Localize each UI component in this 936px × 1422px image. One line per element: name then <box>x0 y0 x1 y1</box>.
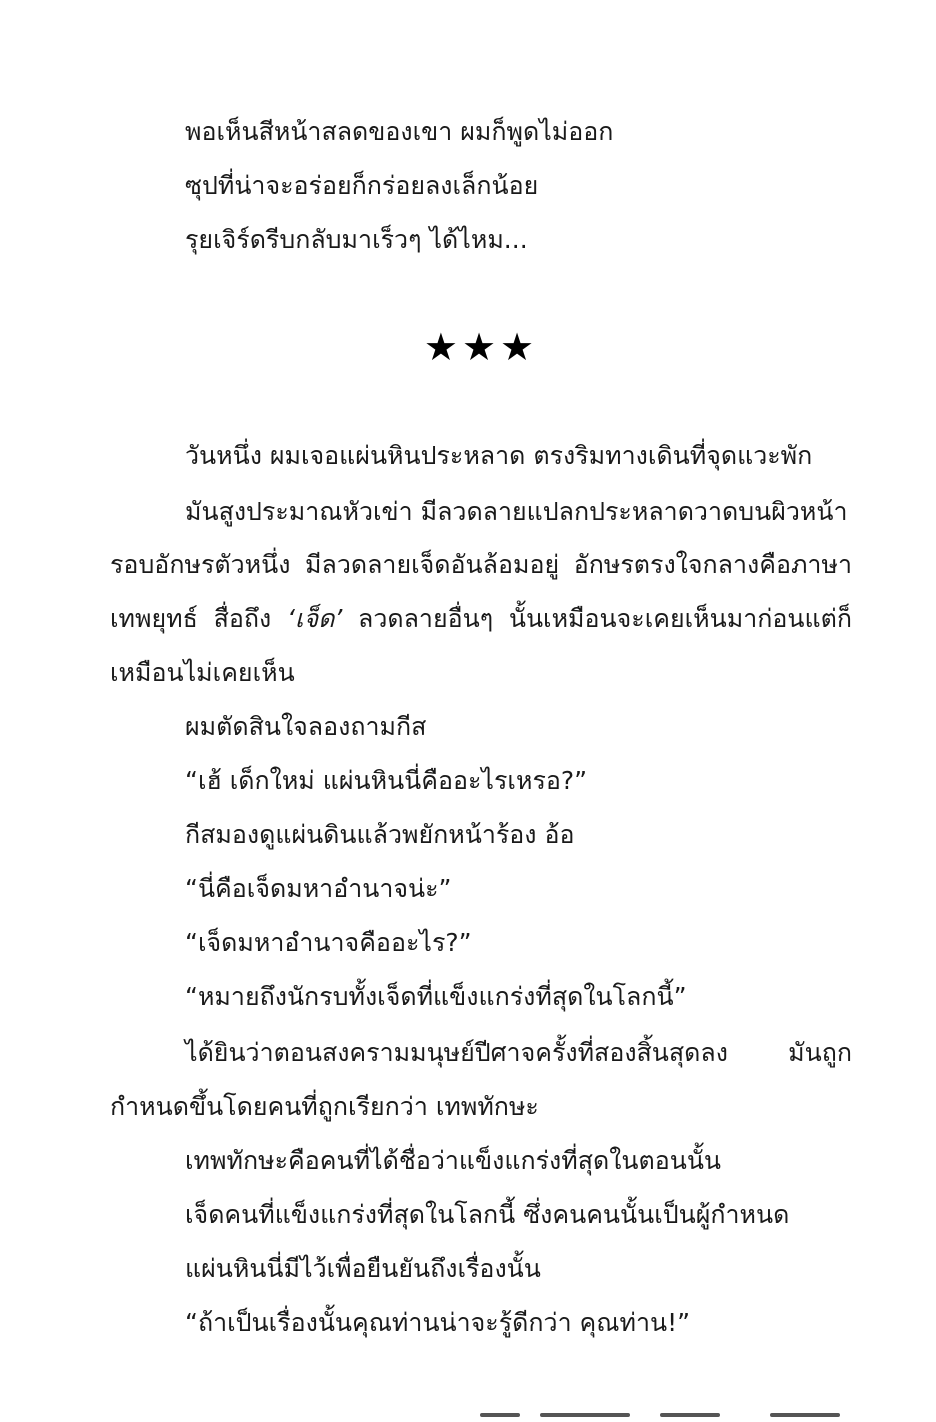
dialogue-line: “เฮ้ เด็กใหม่ แผ่นหินนี่คืออะไรเหรอ?” <box>185 766 588 795</box>
paragraph-line: มันสูงประมาณหัวเข่า มีลวดลายแปลกประหลาดวาดบนผิวหน้า <box>185 497 848 526</box>
emphasis-word: ‘เจ็ด’ <box>286 604 343 633</box>
paragraph-line: กีสมองดูแผ่นดินแล้วพยักหน้าร้อง อ้อ <box>185 820 575 849</box>
paragraph-line: เจ็ดคนที่แข็งแกร่งที่สุดในโลกนี้ ซึ่งคนคนนั้นเป็นผู้กำหนด <box>185 1200 790 1229</box>
text-span: ลวดลายอื่นๆ นั้นเหมือนจะเคยเห็นมาก่อนแต่ก็ <box>342 604 852 633</box>
paragraph-line: รอบอักษรตัวหนึ่ง มีลวดลายเจ็ดอันล้อมอยู่ อักษรตรงใจกลางคือภาษา <box>110 550 852 579</box>
paragraph-line: กำหนดขึ้นโดยคนที่ถูกเรียกว่า เทพทักษะ <box>110 1092 539 1121</box>
paragraph-line <box>110 599 852 639</box>
dialogue-line: “เจ็ดมหาอำนาจคืออะไร?” <box>185 928 472 957</box>
dialogue-line: “นี่คือเจ็ดมหาอำนาจน่ะ” <box>185 874 452 903</box>
paragraph-line: แผ่นหินนี่มีไว้เพื่อยืนยันถึงเรื่องนั้น <box>185 1254 541 1283</box>
star-icons: ★★★ <box>423 325 539 369</box>
text-line: พอเห็นสีหน้าสลดของเขา ผมก็พูดไม่ออก <box>185 117 614 146</box>
paragraph-line: เหมือนไม่เคยเห็น <box>110 658 295 687</box>
scene-break-stars <box>0 322 936 372</box>
paragraph-line: วันหนึ่ง ผมเจอแผ่นหินประหลาด ตรงริมทางเดินที่จุดแวะพัก <box>185 441 813 470</box>
text-line: ซุปที่น่าจะอร่อยก็กร่อยลงเล็กน้อย <box>185 171 539 200</box>
cut-off-next-line <box>470 1404 870 1422</box>
paragraph-line: เทพทักษะคือคนที่ได้ชื่อว่าแข็งแกร่งที่สุดในตอนนั้น <box>185 1146 722 1175</box>
text-line: รุยเจิร์ดรีบกลับมาเร็วๆ ได้ไหม... <box>185 225 528 254</box>
paragraph-line: ได้ยินว่าตอนสงครามมนุษย์ปีศาจครั้งที่สองสิ้นสุดลง มันถูก <box>185 1038 852 1067</box>
dialogue-line: “ถ้าเป็นเรื่องนั้นคุณท่านน่าจะรู้ดีกว่า คุณท่าน!” <box>185 1308 691 1337</box>
text-span: เทพยุทธ์ สื่อถึง <box>110 604 287 633</box>
paragraph-line: ผมตัดสินใจลองถามกีส <box>185 712 427 741</box>
dialogue-line: “หมายถึงนักรบทั้งเจ็ดที่แข็งแกร่งที่สุดในโลกนี้” <box>185 982 687 1011</box>
